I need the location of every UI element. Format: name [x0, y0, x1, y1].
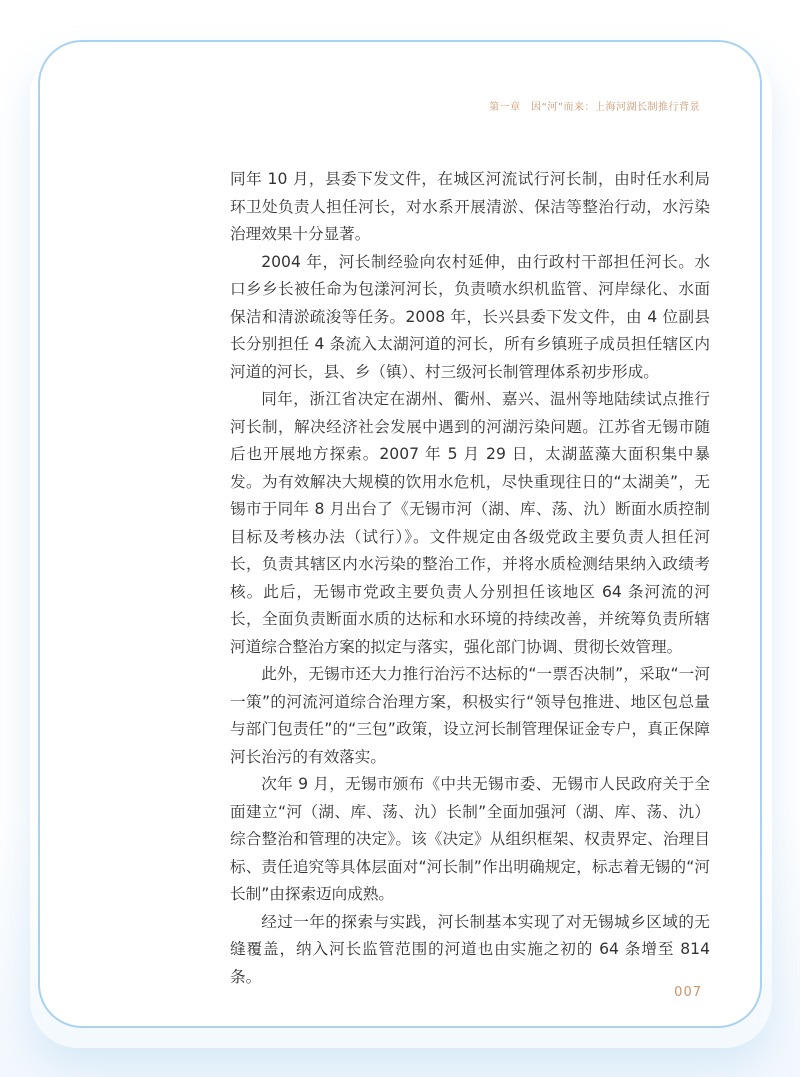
paragraph-6: 经过一年的探索与实践，河长制基本实现了对无锡城乡区域的无缝覆盖，纳入河长监管范围的河道也由实施之初的 64 条增至 814 条。 — [230, 912, 710, 986]
paragraph-4: 此外，无锡市还大力推行治污不达标的“一票否决制”，采取“一河一策”的河流河道综合治理方案，积极实行“领导包推进、地区包总量与部门包责任”的“三包”政策，设立河长制管理保证金专户，真正保障河长治污的有效落实。 — [230, 665, 710, 766]
running-header: 第一章 因“河”而来：上海河湖长制推行背景 — [489, 102, 700, 113]
page-card — [38, 40, 762, 1028]
body-text — [230, 166, 710, 991]
paragraph-2: 2004 年，河长制经验向农村延伸，由行政村干部担任河长。水口乡乡长被任命为包漾河河长，负责喷水织机监管、河岸绿化、水面保洁和清淤疏浚等任务。2008 年，长兴县委下发文件，由 4 位副县长分别担任 4 条流入太湖河道的河长，所有乡镇班子成员担任辖区内河道的河长，县、乡（镇）、村三级河长制管理体系初步形成。 — [230, 252, 710, 381]
paragraph-3: 同年，浙江省决定在湖州、衢州、嘉兴、温州等地陆续试点推行河长制，解决经济社会发展中遇到的河湖污染问题。江苏省无锡市随后也开展地方探索。2007 年 5 月 29 日，太湖蓝藻大面积集中暴发。为有效解决大规模的饮用水危机，尽快重现往日的“太湖美”，无锡市于同年 8 月出台了《无锡市河（湖、库、荡、氿）断面水质控制目标及考核办法（试行）》。文件规定由各级党政主要负责人担任河长，负责其辖区内水污染的整治工作，并将水质检测结果纳入政绩考核。此后，无锡市党政主要负责人分别担任该地区 64 条河流的河长，全面负责断面水质的达标和水环境的持续改善，并统筹负责所辖河道综合整治方案的拟定与落实，强化部门协调、贯彻长效管理。 — [230, 390, 710, 656]
paragraph-5: 次年 9 月，无锡市颁布《中共无锡市委、无锡市人民政府关于全面建立“河（湖、库、荡、氿）长制”全面加强河（湖、库、荡、氿）综合整治和管理的决定》。该《决定》从组织框架、权责界定、治理目标、责任追究等具体层面对“河长制”作出明确规定，标志着无锡的“河长制”由探索迈向成熟。 — [230, 775, 710, 903]
page-number: 007 — [674, 985, 702, 1000]
paragraph-1: 同年 10 月，县委下发文件，在城区河流试行河长制，由时任水利局环卫处负责人担任河长，对水系开展清淤、保洁等整治行动，水污染治理效果十分显著。 — [230, 170, 710, 243]
